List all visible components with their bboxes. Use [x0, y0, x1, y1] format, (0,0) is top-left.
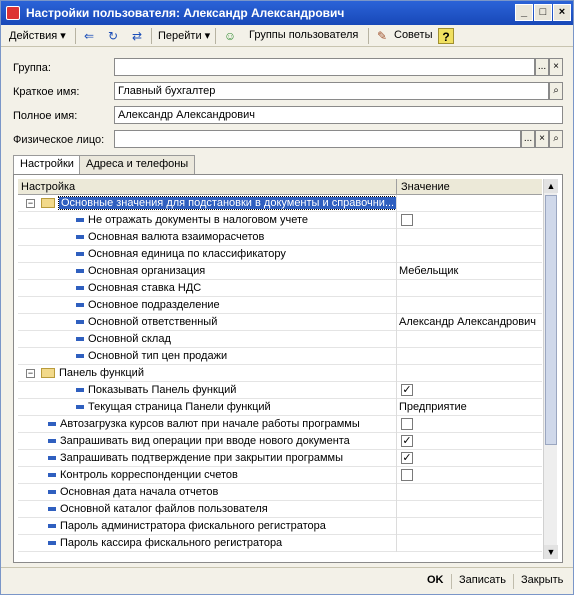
toolbar-separator — [368, 28, 369, 44]
full-name-label: Полное имя: — [13, 110, 78, 122]
table-row[interactable] — [18, 280, 542, 297]
setting-checkbox[interactable]: ✓ — [402, 384, 412, 396]
actions-menu[interactable]: Действия ▾ — [9, 30, 66, 42]
setting-item-icon — [76, 320, 84, 324]
go-to-menu[interactable]: Перейти ▾ — [158, 30, 211, 42]
column-divider — [396, 484, 397, 501]
setting-checkbox[interactable]: ✓ — [402, 452, 412, 464]
group-field[interactable] — [114, 58, 535, 76]
short-name-field[interactable]: Главный бухгалтер — [114, 82, 549, 100]
close-window-button[interactable]: × — [553, 4, 571, 21]
setting-checkbox[interactable]: ✓ — [402, 435, 412, 447]
collapse-toggle-icon[interactable]: − — [27, 198, 34, 208]
setting-name: Основная единица по классификатору — [88, 248, 286, 260]
group-label: Группа: — [13, 62, 51, 74]
toolbar-separator — [75, 28, 76, 44]
minimize-button[interactable]: _ — [515, 4, 533, 21]
vertical-scrollbar[interactable] — [543, 179, 557, 559]
footer-separator — [513, 574, 514, 589]
setting-name: Не отражать документы в налоговом учете — [88, 214, 309, 226]
column-header-value[interactable]: Значение — [401, 181, 450, 193]
column-divider — [396, 450, 397, 467]
table-row[interactable] — [18, 331, 542, 348]
table-row[interactable] — [18, 382, 542, 399]
setting-item-icon — [76, 405, 84, 409]
column-divider — [396, 331, 397, 348]
toolbar — [1, 25, 573, 47]
footer-bar — [1, 567, 573, 594]
setting-name: Запрашивать вид операции при вводе нового документа — [60, 435, 350, 447]
setting-name: Основной склад — [88, 333, 171, 345]
close-button[interactable]: Закрыть — [521, 574, 564, 586]
person-label: Физическое лицо: — [13, 134, 105, 146]
table-row[interactable] — [18, 246, 542, 263]
setting-item-icon — [48, 456, 56, 460]
setting-value[interactable]: Предприятие — [399, 401, 467, 413]
column-divider — [396, 365, 397, 382]
column-divider — [396, 195, 397, 212]
person-field[interactable] — [114, 130, 521, 148]
setting-item-icon — [48, 541, 56, 545]
person-clear-button[interactable]: × — [535, 130, 549, 148]
column-divider — [396, 246, 397, 263]
grid-header — [18, 179, 542, 195]
column-divider — [396, 263, 397, 280]
column-divider — [396, 433, 397, 450]
setting-name: Основная дата начала отчетов — [60, 486, 219, 498]
person-select-button[interactable]: ... — [521, 130, 535, 148]
tips-icon[interactable]: ✎ — [376, 29, 388, 43]
setting-item-icon — [48, 473, 56, 477]
ok-button[interactable]: OK — [427, 574, 444, 586]
setting-name: Текущая страница Панели функций — [88, 401, 271, 413]
setting-item-icon — [48, 507, 56, 511]
column-divider — [396, 212, 397, 229]
column-divider[interactable] — [396, 179, 397, 195]
short-name-label: Краткое имя: — [13, 86, 80, 98]
setting-name: Основной тип цен продажи — [88, 350, 228, 362]
table-row[interactable] — [18, 450, 542, 467]
setting-value[interactable]: Мебельщик — [399, 265, 459, 277]
column-divider — [396, 416, 397, 433]
scroll-down-icon[interactable]: ▼ — [544, 545, 558, 559]
help-icon[interactable]: ? — [438, 28, 454, 44]
column-divider — [396, 314, 397, 331]
table-row[interactable] — [18, 263, 542, 280]
settings-grid — [18, 195, 542, 559]
table-row[interactable] — [18, 314, 542, 331]
setting-name: Основные значения для подстановки в документы и справочни... — [61, 197, 395, 209]
table-row[interactable] — [18, 484, 542, 501]
setting-item-icon — [48, 490, 56, 494]
setting-name: Автозагрузка курсов валют при начале работы программы — [60, 418, 360, 430]
column-divider — [396, 280, 397, 297]
setting-name: Пароль кассира фискального регистратора — [60, 537, 283, 549]
group-clear-button[interactable]: × — [549, 58, 563, 76]
setting-name: Основной каталог файлов пользователя — [60, 503, 268, 515]
setting-name: Панель функций — [59, 367, 144, 379]
table-row[interactable] — [18, 365, 542, 382]
setting-checkbox[interactable] — [401, 214, 413, 226]
setting-checkbox[interactable] — [401, 418, 413, 430]
toolbar-separator — [151, 28, 152, 44]
group-select-button[interactable]: ... — [535, 58, 549, 76]
setting-item-icon — [76, 337, 84, 341]
setting-name: Основная валюта взаиморасчетов — [88, 231, 265, 243]
table-row[interactable] — [18, 212, 542, 229]
column-header-setting[interactable]: Настройка — [21, 181, 76, 193]
setting-value[interactable]: Александр Александрович — [399, 316, 536, 328]
scroll-up-icon[interactable]: ▲ — [544, 179, 558, 193]
setting-item-icon — [76, 269, 84, 273]
setting-name: Основной ответственный — [88, 316, 218, 328]
setting-item-icon — [76, 286, 84, 290]
search-icon[interactable]: ⌕ — [549, 130, 563, 148]
title-bar — [1, 1, 573, 25]
setting-item-icon — [48, 422, 56, 426]
table-row[interactable] — [18, 416, 542, 433]
column-divider — [396, 518, 397, 535]
column-divider — [396, 348, 397, 365]
table-row[interactable] — [18, 535, 542, 552]
tab-settings[interactable]: Настройки — [13, 155, 81, 176]
tips-button[interactable]: Советы — [394, 29, 433, 41]
scrollbar-thumb[interactable] — [545, 195, 557, 445]
setting-name: Пароль администратора фискального регистратора — [60, 520, 326, 532]
table-row[interactable] — [18, 195, 542, 212]
setting-item-icon — [76, 252, 84, 256]
collapse-toggle-icon[interactable]: − — [27, 368, 34, 378]
setting-name: Запрашивать подтверждение при закрытии программы — [60, 452, 344, 464]
app-icon — [6, 6, 20, 20]
column-divider — [396, 399, 397, 416]
search-icon[interactable]: ⌕ — [549, 82, 563, 100]
setting-checkbox[interactable] — [401, 469, 413, 481]
setting-item-icon — [48, 524, 56, 528]
transfer-icon[interactable]: ⇄ — [131, 29, 143, 43]
tab-addresses[interactable]: Адреса и телефоны — [79, 155, 195, 175]
table-row[interactable] — [18, 297, 542, 314]
settings-panel — [13, 174, 563, 563]
setting-item-icon — [76, 354, 84, 358]
column-divider — [396, 501, 397, 518]
table-row[interactable] — [18, 348, 542, 365]
setting-name: Основная организация — [88, 265, 206, 277]
back-arrow-icon[interactable]: ⇐ — [83, 29, 95, 43]
user-groups-button[interactable]: Группы пользователя — [249, 29, 359, 41]
table-row[interactable] — [18, 518, 542, 535]
toolbar-separator — [215, 28, 216, 44]
setting-item-icon — [76, 218, 84, 222]
setting-item-icon — [76, 303, 84, 307]
setting-item-icon — [76, 388, 84, 392]
column-divider — [396, 535, 397, 552]
refresh-icon[interactable]: ↻ — [107, 29, 119, 43]
setting-name: Основное подразделение — [88, 299, 220, 311]
folder-icon — [41, 198, 55, 208]
setting-name: Показывать Панель функций — [88, 384, 237, 396]
table-row[interactable] — [18, 229, 542, 246]
setting-item-icon — [76, 235, 84, 239]
footer-separator — [451, 574, 452, 589]
table-row[interactable] — [18, 433, 542, 450]
table-row[interactable] — [18, 501, 542, 518]
table-row[interactable] — [18, 467, 542, 484]
setting-name: Основная ставка НДС — [88, 282, 202, 294]
actions-menu-label: Действия — [9, 30, 58, 42]
column-divider — [396, 229, 397, 246]
table-row[interactable] — [18, 399, 542, 416]
folder-icon — [41, 368, 55, 378]
column-divider — [396, 297, 397, 314]
setting-item-icon — [48, 439, 56, 443]
full-name-field[interactable]: Александр Александрович — [114, 106, 563, 124]
setting-name: Контроль корреспонденции счетов — [60, 469, 238, 481]
user-icon[interactable]: ☺ — [223, 29, 237, 43]
go-to-menu-label: Перейти — [158, 30, 202, 42]
column-divider — [396, 382, 397, 399]
window-title: Настройки пользователя: Александр Александрович — [26, 6, 345, 20]
maximize-button[interactable]: □ — [534, 4, 552, 21]
column-divider — [396, 467, 397, 484]
save-button[interactable]: Записать — [459, 574, 507, 586]
